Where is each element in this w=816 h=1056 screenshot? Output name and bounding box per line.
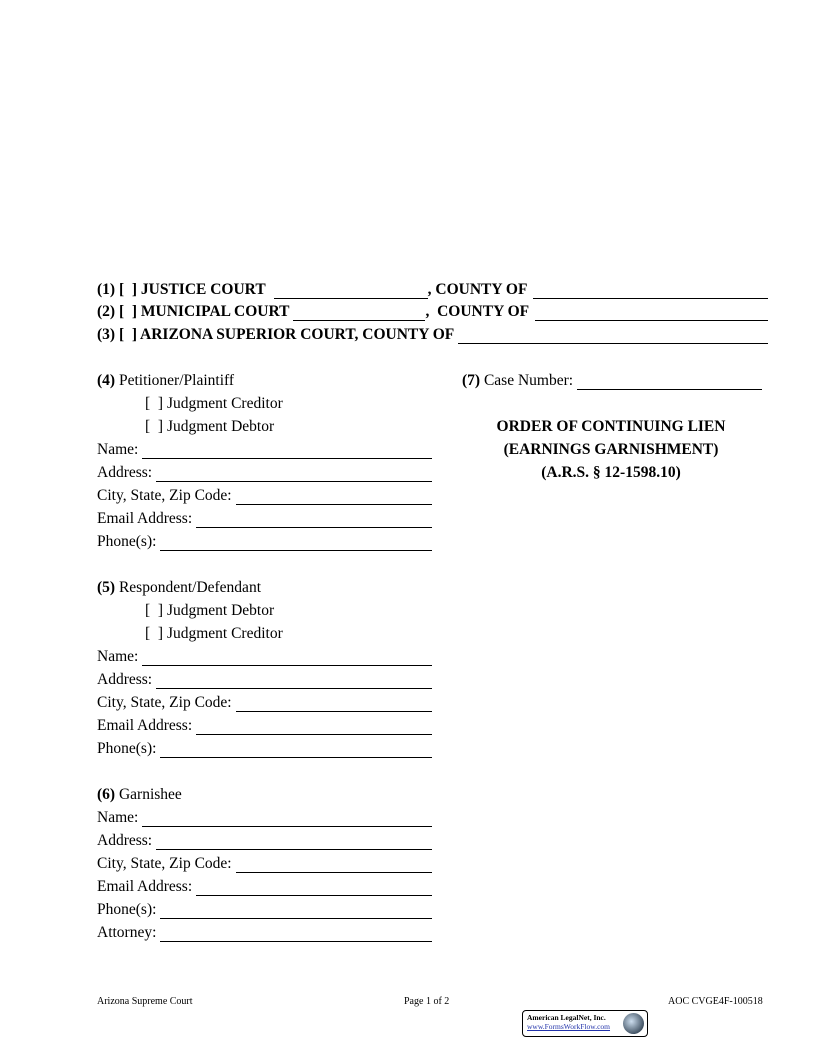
field-label: Address: — [97, 832, 156, 849]
checkbox-label: [ ] Judgment Creditor — [145, 625, 283, 642]
field-label: Address: — [97, 671, 156, 688]
form-field-row — [97, 878, 432, 896]
form-field-row — [97, 441, 432, 459]
superior-court-label: (3) [ ] ARIZONA SUPERIOR COURT, COUNTY OF — [97, 326, 455, 343]
form-field-row — [97, 487, 432, 505]
form-field-row — [97, 694, 432, 712]
statute-reference: (A.R.S. § 12-1598.10) — [541, 464, 681, 481]
section-title: Petitioner/Plaintiff — [115, 372, 235, 389]
field-label: Email Address: — [97, 510, 197, 527]
form-field-row — [97, 671, 432, 689]
field-label: City, State, Zip Code: — [97, 855, 236, 872]
checkbox-label: [ ] Judgment Creditor — [145, 395, 283, 412]
field-label: Attorney: — [97, 924, 161, 941]
section-title: Respondent/Defendant — [115, 579, 261, 596]
form-field-row — [97, 740, 432, 758]
checkbox-label: [ ] Judgment Debtor — [145, 602, 275, 619]
form-field-row — [97, 648, 432, 666]
field-label: City, State, Zip Code: — [97, 487, 236, 504]
party-role-checkbox[interactable] — [145, 625, 345, 643]
logo-link[interactable]: www.FormsWorkFlow.com — [527, 1022, 611, 1031]
field-label: Email Address: — [97, 717, 197, 734]
municipal-court-label: (2) [ ] MUNICIPAL COURT — [97, 303, 290, 320]
superior-county-field[interactable] — [458, 328, 768, 344]
field-label: Phone(s): — [97, 740, 161, 757]
municipal-court-field[interactable] — [293, 305, 425, 321]
field-label: Name: — [97, 809, 143, 826]
field-input[interactable] — [156, 834, 432, 850]
field-input[interactable] — [196, 512, 432, 528]
field-input[interactable] — [160, 903, 432, 919]
field-input[interactable] — [160, 535, 432, 551]
field-input[interactable] — [196, 880, 432, 896]
justice-court-field[interactable] — [274, 283, 428, 299]
county-label: , COUNTY OF — [427, 281, 528, 298]
field-label: City, State, Zip Code: — [97, 694, 236, 711]
field-input[interactable] — [236, 696, 433, 712]
field-input[interactable] — [142, 811, 432, 827]
form-field-row — [97, 510, 432, 528]
form-field-row — [97, 533, 432, 551]
section5-heading — [97, 579, 432, 597]
party-role-checkbox[interactable] — [145, 418, 345, 436]
field-label: Email Address: — [97, 878, 197, 895]
document-subtitle: (EARNINGS GARNISHMENT) — [503, 441, 719, 458]
field-input[interactable] — [142, 650, 432, 666]
party-role-checkbox[interactable] — [145, 602, 345, 620]
form-field-row — [97, 832, 432, 850]
page-number: Page 1 of 2 — [404, 996, 450, 1007]
field-input[interactable] — [236, 857, 433, 873]
municipal-court-row — [97, 303, 768, 321]
section-number: (5) — [97, 579, 116, 596]
field-input[interactable] — [160, 742, 432, 758]
form-field-row — [97, 464, 432, 482]
superior-court-row — [97, 326, 768, 344]
section4-heading — [97, 372, 432, 390]
document-title: ORDER OF CONTINUING LIEN — [496, 418, 726, 435]
justice-court-row — [97, 281, 768, 299]
legalnet-logo[interactable] — [522, 1010, 648, 1037]
form-field-row — [97, 809, 432, 827]
field-input[interactable] — [156, 466, 432, 482]
party-role-checkbox[interactable] — [145, 395, 345, 413]
footer-court: Arizona Supreme Court — [97, 996, 193, 1007]
section6-heading — [97, 786, 432, 804]
case-number-row — [462, 372, 762, 390]
form-field-row — [97, 901, 432, 919]
justice-county-field[interactable] — [533, 283, 768, 299]
municipal-county-field[interactable] — [535, 305, 768, 321]
field-input[interactable] — [160, 926, 432, 942]
field-label: Name: — [97, 441, 143, 458]
section-number: (7) — [462, 372, 481, 389]
field-label: Phone(s): — [97, 533, 161, 550]
field-label: Phone(s): — [97, 901, 161, 918]
county-label: , COUNTY OF — [425, 303, 530, 320]
section-number: (6) — [97, 786, 116, 803]
field-input[interactable] — [196, 719, 432, 735]
section-title: Garnishee — [115, 786, 182, 803]
form-field-row — [97, 924, 432, 942]
form-code: AOC CVGE4F-100518 — [668, 996, 763, 1007]
case-number-label: Case Number: — [480, 372, 577, 389]
field-input[interactable] — [236, 489, 433, 505]
justice-court-label: (1) [ ] JUSTICE COURT — [97, 281, 266, 298]
field-input[interactable] — [156, 673, 432, 689]
field-input[interactable] — [142, 443, 432, 459]
checkbox-label: [ ] Judgment Debtor — [145, 418, 275, 435]
form-field-row — [97, 717, 432, 735]
field-label: Address: — [97, 464, 156, 481]
logo-name: American LegalNet, Inc. — [527, 1013, 606, 1022]
case-number-field[interactable] — [577, 374, 762, 390]
field-label: Name: — [97, 648, 143, 665]
section-number: (4) — [97, 372, 116, 389]
form-field-row — [97, 855, 432, 873]
globe-icon — [623, 1013, 644, 1034]
